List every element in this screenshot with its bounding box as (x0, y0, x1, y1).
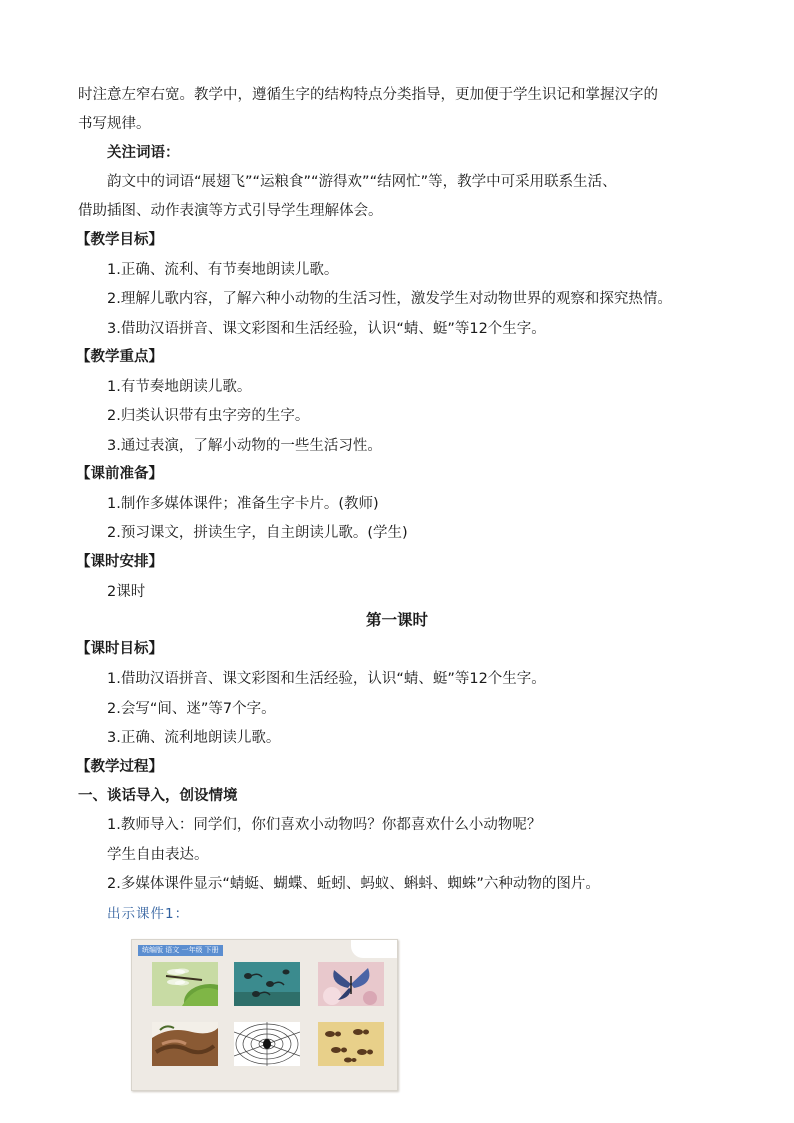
earthworm-image (152, 1022, 218, 1066)
key-point-item: 1.有节奏地朗读儿歌。 (107, 379, 252, 395)
focus-words-line-1: 韵文中的词语“展翅飞”“运粮食”“游得欢”“结网忙”等，教学中可采用联系生活、 (107, 174, 617, 190)
tadpoles-image (234, 962, 300, 1006)
lesson-goal-item: 1.借助汉语拼音、课文彩图和生活经验，认识“蜻、蜓”等12个生字。 (107, 671, 546, 687)
intro-paragraph-line-1: 时注意左窄右宽。教学中，遵循生字的结构特点分类指导，更加便于学生识记和掌握汉字的 (78, 87, 658, 103)
teaching-goals-heading: 【教学目标】 (76, 232, 163, 248)
lesson-goals-heading: 【课时目标】 (76, 641, 163, 657)
courseware-label: 出示课件1： (107, 906, 190, 922)
dragonfly-image (152, 962, 218, 1006)
schedule-heading: 【课时安排】 (76, 554, 163, 570)
teaching-goal-item: 3.借助汉语拼音、课文彩图和生活经验，认识“蜻、蜓”等12个生字。 (107, 321, 546, 337)
focus-words-heading: 关注词语： (107, 145, 180, 161)
butterfly-image (318, 962, 384, 1006)
lesson-goal-item: 3.正确、流利地朗读儿歌。 (107, 730, 281, 746)
preparation-item: 2.预习课文，拼读生字，自主朗读儿歌。(学生) (107, 525, 408, 541)
teaching-goal-item: 2.理解儿歌内容，了解六种小动物的生活习性，激发学生对动物世界的观察和探究热情。 (107, 291, 672, 307)
section-1-heading: 一、谈话导入，创设情境 (78, 788, 238, 804)
lesson-goal-item: 2.会写“间、迷”等7个字。 (107, 701, 276, 717)
slide-corner-decoration (351, 940, 397, 958)
process-heading: 【教学过程】 (76, 759, 163, 775)
section-1-line: 2.多媒体课件显示“蜻蜓、蝴蝶、蚯蚓、蚂蚁、蝌蚪、蜘蛛”六种动物的图片。 (107, 876, 600, 892)
courseware-slide-image (131, 939, 398, 1091)
ants-image (318, 1022, 384, 1066)
key-point-item: 3.通过表演，了解小动物的一些生活习性。 (107, 438, 382, 454)
spider-web-image (234, 1022, 300, 1066)
schedule-value: 2课时 (107, 584, 146, 600)
focus-words-line-2: 借助插图、动作表演等方式引导学生理解体会。 (78, 203, 383, 219)
section-1-line: 1.教师导入：同学们，你们喜欢小动物吗？你都喜欢什么小动物呢？ (107, 817, 542, 833)
teaching-goal-item: 1.正确、流利、有节奏地朗读儿歌。 (107, 262, 339, 278)
preparation-heading: 【课前准备】 (76, 466, 163, 482)
intro-paragraph-line-2: 书写规律。 (78, 116, 151, 132)
slide-header-label: 统编版 语文 一年级 下册 (138, 945, 223, 956)
key-points-heading: 【教学重点】 (76, 349, 163, 365)
key-point-item: 2.归类认识带有虫字旁的生字。 (107, 408, 310, 424)
section-1-line: 学生自由表达。 (107, 847, 209, 863)
preparation-item: 1.制作多媒体课件；准备生字卡片。(教师) (107, 496, 379, 512)
lesson-title: 第一课时 (365, 611, 428, 629)
